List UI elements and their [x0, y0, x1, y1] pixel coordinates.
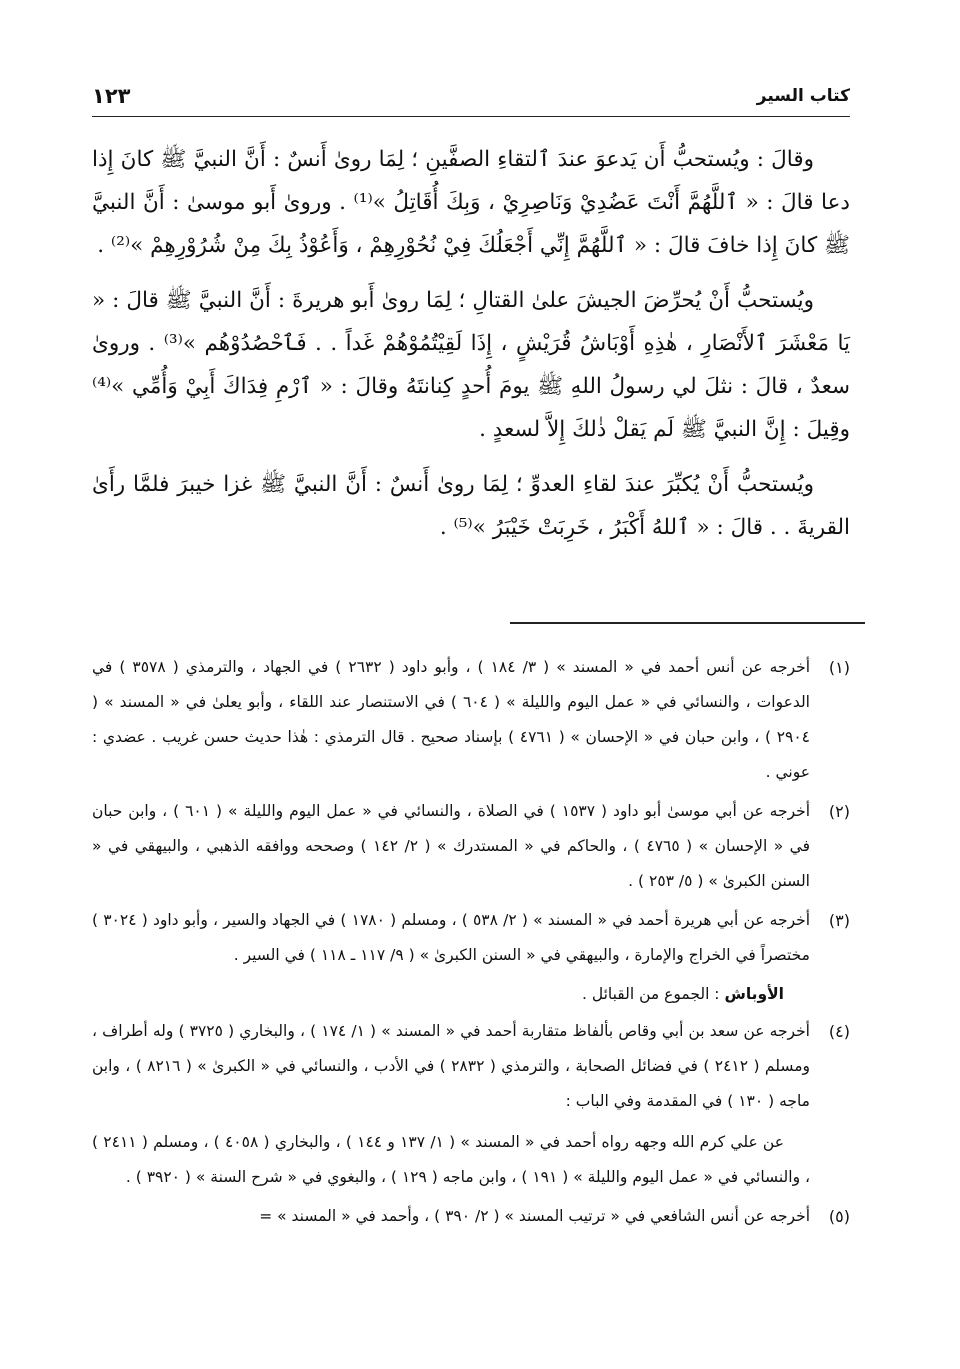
main-text — [92, 138, 850, 561]
footnote-number: (٤) — [828, 1022, 850, 1041]
footnote-text: أخرجه عن سعد بن أبي وقاص بألفاظ متقاربة أحمد في « المسند » ( ١/ ١٧٤ ) ، والبخاري ( ٣٧٢٥ ) وله أطراف ، ومسلم ( ٢٤١٢ ) في فضائل الصحابة ، والترمذي ( ٢٨٣٢ ) في الأدب ، والنسائي في « الكبرىٰ » ( ٨٢١٦ ) ، وابن ماجه ( ١٣٠ ) في المقدمة وفي الباب : — [92, 1022, 810, 1110]
page-header — [92, 84, 850, 117]
footnote — [92, 903, 850, 973]
footnotes — [92, 650, 850, 1238]
gloss-line — [92, 977, 810, 1012]
footnote — [92, 1014, 850, 1195]
footnote-number: (٢) — [828, 802, 850, 821]
footnote-subtext: عن علي كرم الله وجهه رواه أحمد في « المسند » ( ١/ ١٣٧ و ١٤٤ ) ، والبخاري ( ٤٠٥٨ ) ، ومسلم ( ٢٤١١ ) ، والنسائي في « عمل اليوم والليلة » ( ١٩١ ) ، وابن ماجه ( ١٢٩ ) ، والبغوي في « شرح السنة » ( ٣٩٢٠ ) . — [92, 1133, 810, 1186]
footnote-number: (٣) — [828, 911, 850, 930]
footnote-text: أخرجه عن أنس أحمد في « المسند » ( ٣/ ١٨٤ ) ، وأبو داود ( ٢٦٣٢ ) في الجهاد ، والترمذي ( ٣٥٧٨ ) في الدعوات ، والنسائي في « عمل اليوم والليلة » ( ٦٠٤ ) في الاستنصار عند اللقاء ، وأبو يعلىٰ في « المسند » ( ٢٩٠٤ ) ، وابن حبان في « الإحسان » ( ٤٧٦١ ) بإسناد صحيح . قال الترمذي : هٰذا حديث حسن غريب . عضدي : عوني . — [92, 658, 811, 781]
gloss-term: الأوباش — [724, 985, 784, 1003]
footnote-number: (٥) — [828, 1207, 850, 1226]
gloss-definition: : الجموع من القبائل . — [582, 985, 725, 1003]
footnote-number: (١) — [828, 658, 850, 677]
paragraph: وقالَ : ويُستحبُّ أَن يَدعوَ عندَ ٱلتقاءِ الصفَّينِ ؛ لِمَا روىٰ أَنسٌ : أَنَّ النبيَّ ﷺ كانَ إِذا دعا قالَ : « ٱللَّهُمَّ أَنْتَ عَضُدِيْ وَنَاصِرِيْ ، وَبِكَ أُقَاتِلُ »⁽¹⁾ . وروىٰ أَبو موسىٰ : أَنَّ النبيَّ ﷺ كانَ إِذا خافَ قالَ : « ٱللَّهُمَّ إِنِّي أَجْعَلُكَ فِيْ نُحُوْرِهِمْ ، وَأَعُوْذُ بِكَ مِنْ شُرُوْرِهِمْ »⁽²⁾ . — [92, 147, 850, 258]
footnote-divider — [510, 622, 865, 624]
page-number: ١٢٣ — [92, 84, 131, 108]
footnote — [92, 794, 850, 899]
footnote — [92, 1199, 850, 1234]
footnote-text: أخرجه عن أبي هريرة أحمد في « المسند » ( ٢/ ٥٣٨ ) ، ومسلم ( ١٧٨٠ ) في الجهاد والسير ، وأبو داود ( ٣٠٢٤ ) مختصراً في الخراج والإمارة ، والبيهقي في « السنن الكبرىٰ » ( ٩/ ١١٧ ـ ١١٨ ) في السير . — [92, 911, 811, 964]
paragraph: ويُستحبُّ أَنْ يُحرِّضَ الجيشَ علىٰ القتالِ ؛ لِمَا روىٰ أَبو هريرةَ : أَنَّ النبيَّ ﷺ قالَ : « يَا مَعْشَرَ ٱلأَنْصَارِ ، هٰذِهِ أَوْبَاشُ قُرَيْشٍ ، إِذَا لَقِيْتُمُوْهُمْ غَداً . . فَٱحْصُدُوْهُم »⁽³⁾ . وروىٰ سعدٌ ، قالَ : نثلَ لي رسولُ اللهِ ﷺ يومَ أُحدٍ كِنانتَهُ وقالَ : « ٱرْمِ فِدَاكَ أَبِيْ وَأُمِّي »⁽⁴⁾ وقِيلَ : إِنَّ النبيَّ ﷺ لَم يَقلْ ذٰلكَ إِلاَّ لسعدٍ . — [92, 288, 850, 442]
footnote-text: أخرجه عن أبي موسىٰ أبو داود ( ١٥٣٧ ) في الصلاة ، والنسائي في « عمل اليوم والليلة » ( ٦٠١ ) ، وابن حبان في « الإحسان » ( ٤٧٦٥ ) ، والحاكم في « المستدرك » ( ٢/ ١٤٢ ) وصححه ووافقه الذهبي ، والبيهقي في « السنن الكبرىٰ » ( ٥/ ٢٥٣ ) . — [92, 802, 811, 890]
footnote — [92, 650, 850, 790]
running-title: كتاب السير — [756, 86, 850, 106]
footnote-text: أخرجه عن أنس الشافعي في « ترتيب المسند » ( ٢/ ٣٩٠ ) ، وأحمد في « المسند » = — [259, 1207, 810, 1225]
paragraph: ويُستحبُّ أَنْ يُكبِّرَ عندَ لقاءِ العدوِّ ؛ لِمَا روىٰ أَنسٌ : أَنَّ النبيَّ ﷺ غزا خيبرَ فلمَّا رأَىٰ القريةَ . . قالَ : « ٱللهُ أَكْبَرُ ، خَرِبَتْ خَيْبَرُ »⁽⁵⁾ . — [92, 472, 850, 540]
